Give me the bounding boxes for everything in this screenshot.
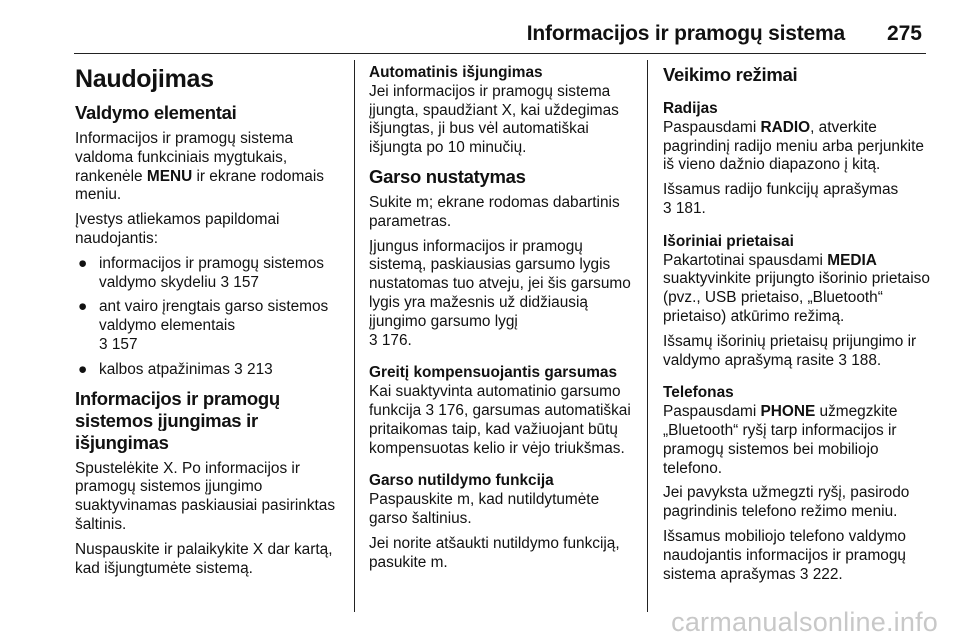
watermark: carmanualsonline.info [671,607,938,637]
subheading-external: Išoriniai prietaisai [663,232,794,250]
section-title: Naudojimas [75,65,214,93]
paragraph-radio-ref: Išsamus radijo funkcijų aprašymas 3 181. [663,181,899,217]
header-rule [74,53,926,54]
running-title: Informacijos ir pramogų sistema [526,22,845,45]
column-2 [369,56,637,578]
column-divider-2 [647,60,648,612]
page-ref-link[interactable]: 3 181. [663,199,706,217]
paragraph-power-off: Nuspauskite ir palaikykite X dar kartą, kad išjungtumėte sistemą. [75,540,333,577]
page-ref-link[interactable]: 3 213 [234,360,273,378]
column-divider-1 [354,60,355,612]
subheading-modes: Veikimo režimai [663,64,798,85]
page-number: 275 [886,22,922,45]
paragraph-controls: Informacijos ir pramogų sistema valdoma funkciniais mygtukais, rankenėle MENU ir ekrane rodomais meniu. [75,130,324,204]
paragraph-external-ref: Išsamų išorinių prietaisų prijungimo ir valdymo aprašymą rasite 3 188. [663,332,917,369]
bullet-icon: ● [78,298,88,316]
paragraph-auto-off: Jei informacijos ir pramogų sistema įjungta, spaudžiant X, kai uždegimas išjungtas, ji bus vėl automatiškai išjungta po 10 minučių. [369,82,619,157]
subheading-volume: Garso nustatymas [369,165,526,187]
subheading-radio: Radijas [663,100,718,117]
subheading-phone: Telefonas [663,384,734,402]
page-ref-link[interactable]: 3 188. [838,351,882,369]
subheading-mute: Garso nutildymo funkcija [369,472,554,490]
subheading-power: Informacijos ir pramogų sistemos įjungimas ir išjungimas [75,387,280,453]
page-ref-link[interactable]: 3 222. [799,565,843,583]
paragraph-radio: Paspausdami RADIO, atverkite pagrindinį radijo meniu arba perjunkite iš vieno dažnio diapazono į kitą. [663,118,924,174]
paragraph-unmute: Jei norite atšaukti nutildymo funkciją, pasukite m. [369,534,620,571]
paragraph-phone: Paspausdami PHONE užmegzkite „Bluetooth“ ryšį tarp informacijos ir pramogų sistemos bei mobiliojo telefono. [663,403,898,477]
paragraph-power-on: Spustelėkite X. Po informacijos ir pramogų sistemos įjungimo suaktyvinamas paskiausiai pasirinktas šaltinis. [75,459,336,533]
paragraph-mute: Paspauskite m, kad nutildytumėte garso šaltinius. [369,491,600,527]
list-item: ● kalbos atpažinimas 3 213 [78,360,273,378]
page-ref-link[interactable]: 3 157 [220,273,259,291]
subheading-auto-off: Automatinis išjungimas [369,64,543,81]
bullet-icon: ● [78,360,88,378]
page-ref-link[interactable]: 3 176. [369,331,412,349]
bullet-icon: ● [78,254,88,272]
page-ref-link[interactable]: 3 157 [99,335,138,353]
paragraph-volume-knob: Sukite m; ekrane rodomas dabartinis parametras. [369,193,620,230]
column-3 [663,56,933,590]
input-list [75,255,347,380]
list-item: ● informacijos ir pramogų sistemos valdymo skydeliu 3 157 [78,254,324,291]
list-item: ● ant vairo įrengtais garso sistemos valdymo elementais 3 157 [78,298,329,353]
paragraph-volume-startup: Įjungus informacijos ir pramogų sistemą, paskiausias garsumo lygis nustatomas tuo atveju, jei šis garsumo lygis yra mažesnis už didžiausią įjungimo garsumo lygį 3 176. [369,237,631,349]
column-1 [75,56,347,584]
paragraph-inputs: Įvestys atliekamos papildomai naudojantis: [75,211,280,247]
subheading-controls: Valdymo elementai [75,102,237,123]
paragraph-phone-menu: Jei pavyksta užmegzti ryšį, pasirodo pagrindinis telefono režimo meniu. [663,484,910,521]
paragraph-phone-ref: Išsamus mobiliojo telefono valdymo naudojantis informacijos ir pramogų sistema aprašymas 3 222. [663,527,906,583]
paragraph-external: Pakartotinai spausdami MEDIA suaktyvinkite prijungto išorinio prietaiso (pvz., USB prietaiso, „Bluetooth“ prietaiso) atkūrimo režimą. [663,251,930,325]
paragraph-speed-volume: Kai suaktyvinta automatinio garsumo funkcija 3 176, garsumas automatiškai pritaikomas taip, kad važiuojant būtų kompensuotas kelio ir vėjo triukšmas. [369,383,631,457]
page-ref-link[interactable]: 3 176 [425,401,464,419]
page-header [0,0,960,56]
subheading-speed-volume: Greitį kompensuojantis garsumas [369,364,618,382]
